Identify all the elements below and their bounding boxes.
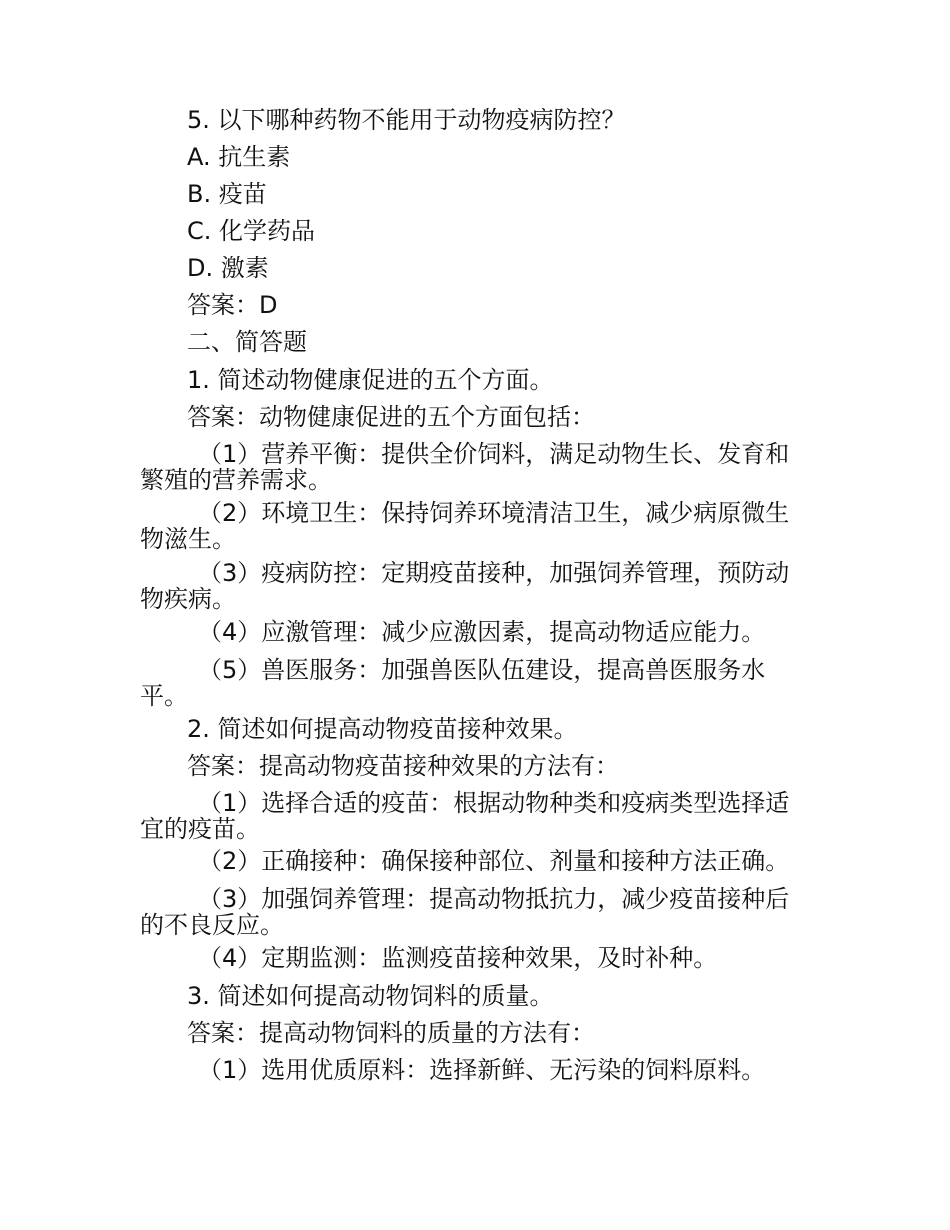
point-2-3: （3）加强饲养管理：提高动物抵抗力，减少疫苗接种后的不良反应。 xyxy=(140,885,790,939)
short-question-2: 2. 简述如何提高动物疫苗接种效果。 xyxy=(187,715,578,743)
option-c: C. 化学药品 xyxy=(187,217,316,245)
answer-short-1: 答案：动物健康促进的五个方面包括： xyxy=(187,403,595,431)
point-1-1: （1）营养平衡：提供全价饲料，满足动物生长、发育和繁殖的营养需求。 xyxy=(140,440,790,494)
option-d: D. 激素 xyxy=(187,254,269,282)
point-1-4: （4）应激管理：减少应激因素，提高动物适应能力。 xyxy=(198,618,766,646)
answer-short-3: 答案：提高动物饲料的质量的方法有： xyxy=(187,1019,595,1047)
short-question-1: 1. 简述动物健康促进的五个方面。 xyxy=(187,366,554,394)
short-question-3: 3. 简述如何提高动物饲料的质量。 xyxy=(187,982,554,1010)
point-2-2: （2）正确接种：确保接种部位、剂量和接种方法正确。 xyxy=(198,847,790,875)
point-2-1: （1）选择合适的疫苗：根据动物种类和疫病类型选择适宜的疫苗。 xyxy=(140,789,790,843)
section-heading: 二、简答题 xyxy=(187,328,307,356)
point-2-4: （4）定期监测：监测疫苗接种效果，及时补种。 xyxy=(198,944,718,972)
answer-q5: 答案：D xyxy=(187,291,278,319)
option-b: B. 疫苗 xyxy=(187,180,267,208)
answer-short-2: 答案：提高动物疫苗接种效果的方法有： xyxy=(187,752,619,780)
point-1-2: （2）环境卫生：保持饲养环境清洁卫生，减少病原微生物滋生。 xyxy=(140,499,790,553)
option-a: A. 抗生素 xyxy=(187,143,291,171)
question-5: 5. 以下哪种药物不能用于动物疫病防控？ xyxy=(187,106,626,134)
point-1-3: （3）疫病防控：定期疫苗接种，加强饲养管理，预防动物疾病。 xyxy=(140,559,790,613)
point-1-5: （5）兽医服务：加强兽医队伍建设，提高兽医服务水平。 xyxy=(140,656,766,710)
point-3-1: （1）选用优质原料：选择新鲜、无污染的饲料原料。 xyxy=(198,1056,766,1084)
